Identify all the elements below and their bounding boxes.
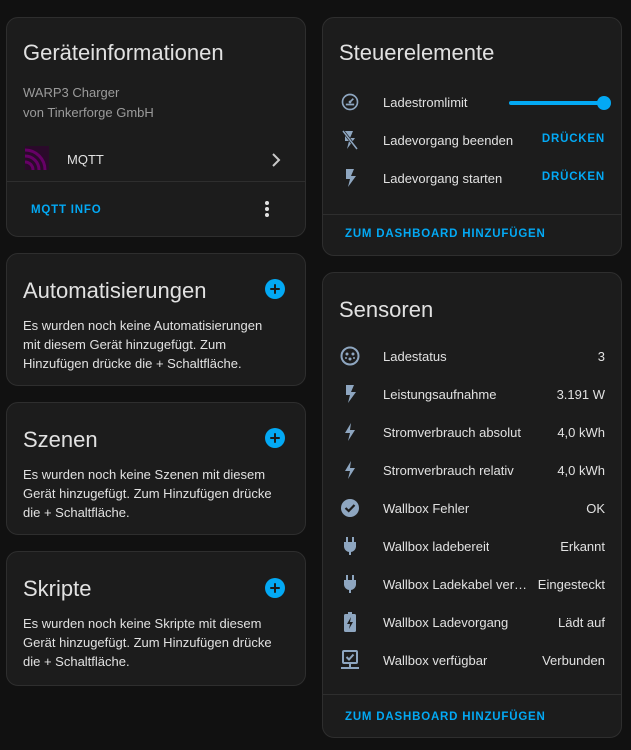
- sensor-value: 4,0 kWh: [557, 424, 605, 440]
- controls-title: Steuerelemente: [339, 40, 495, 65]
- power-plug-icon: [339, 535, 361, 557]
- sensor-label: Stromverbrauch absolut: [383, 424, 522, 440]
- integration-label: MQTT: [67, 152, 104, 167]
- controls-add-to-dashboard-button[interactable]: ZUM DASHBOARD HINZUFÜGEN: [345, 228, 546, 240]
- more-vertical-icon[interactable]: [265, 201, 269, 217]
- lightning-bolt-icon: [339, 459, 361, 481]
- sensor-value: 3: [597, 348, 605, 364]
- mqtt-logo-icon: [25, 146, 49, 170]
- flash-icon: [339, 383, 361, 405]
- scenes-title: Szenen: [23, 427, 98, 452]
- sensor-value: 4,0 kWh: [557, 462, 605, 478]
- sensor-value: Lädt auf: [558, 614, 605, 630]
- add-automation-button[interactable]: [265, 279, 285, 299]
- sensor-value: Erkannt: [560, 538, 605, 554]
- sensors-title: Sensoren: [339, 297, 434, 322]
- device-manufacturer: von Tinkerforge GmbH: [23, 105, 154, 120]
- sensor-row[interactable]: [323, 603, 621, 641]
- ladestromlimit-slider[interactable]: [509, 101, 605, 105]
- sensor-label: Wallbox ladebereit: [383, 538, 490, 554]
- automations-card: [6, 253, 306, 386]
- control-row-ladevorgang-starten: [323, 159, 621, 197]
- mqtt-info-button[interactable]: MQTT INFO: [31, 204, 102, 216]
- add-script-button[interactable]: [265, 578, 285, 598]
- integration-row-mqtt[interactable]: [7, 140, 305, 180]
- automations-description: Es wurden noch keine Automatisierungen mit diesem Gerät hinzugefügt. Zum Hinzufügen drücke die + Schaltfläche.: [23, 318, 263, 371]
- ev-plug-icon: [339, 345, 361, 367]
- sensor-row[interactable]: [323, 489, 621, 527]
- sensor-label: Wallbox Ladekabel ver…: [383, 576, 528, 592]
- add-scene-button[interactable]: [265, 428, 285, 448]
- control-label: Ladestromlimit: [383, 94, 468, 110]
- divider: [323, 214, 621, 215]
- sensor-row[interactable]: [323, 527, 621, 565]
- sensor-label: Leistungsaufnahme: [383, 386, 497, 402]
- sensor-value: 3.191 W: [556, 386, 605, 402]
- device-info-title: Geräteinformationen: [23, 40, 224, 65]
- control-row-ladestromlimit: [323, 83, 621, 121]
- divider: [323, 694, 621, 695]
- sensors-add-to-dashboard-button[interactable]: ZUM DASHBOARD HINZUFÜGEN: [345, 711, 546, 723]
- slider-handle[interactable]: [597, 96, 611, 110]
- stop-charging-button[interactable]: DRÜCKEN: [541, 133, 605, 145]
- scripts-description: Es wurden noch keine Skripte mit diesem Gerät hinzugefügt. Zum Hinzufügen drücke die + Schaltfläche.: [23, 616, 272, 669]
- controls-card: [322, 17, 622, 256]
- check-circle-icon: [339, 497, 361, 519]
- scenes-description: Es wurden noch keine Szenen mit diesem Gerät hinzugefügt. Zum Hinzufügen drücke die + Schaltfläche.: [23, 467, 272, 520]
- sensor-value: Eingesteckt: [537, 576, 605, 592]
- sensor-value: OK: [586, 500, 605, 516]
- control-label: Ladevorgang beenden: [383, 132, 514, 148]
- battery-charging-icon: [339, 611, 361, 633]
- scripts-card: [6, 551, 306, 686]
- sensor-row[interactable]: [323, 413, 621, 451]
- sensor-row[interactable]: [323, 337, 621, 375]
- sensor-label: Wallbox verfügbar: [383, 652, 488, 668]
- sensor-label: Ladestatus: [383, 348, 447, 364]
- monitor-check-icon: [339, 649, 361, 671]
- gauge-icon: [339, 91, 361, 113]
- scenes-card: [6, 402, 306, 535]
- flash-icon: [339, 167, 361, 189]
- power-plug-icon: [339, 573, 361, 595]
- automations-title: Automatisierungen: [23, 278, 207, 303]
- scripts-title: Skripte: [23, 576, 92, 601]
- sensors-card: [322, 272, 622, 738]
- sensor-label: Wallbox Fehler: [383, 500, 470, 516]
- flash-off-icon: [339, 129, 361, 151]
- chevron-right-icon: [271, 152, 281, 168]
- lightning-bolt-icon: [339, 421, 361, 443]
- sensor-row[interactable]: [323, 451, 621, 489]
- device-info-card: [6, 17, 306, 237]
- start-charging-button[interactable]: DRÜCKEN: [541, 171, 605, 183]
- divider: [7, 181, 305, 182]
- sensor-label: Wallbox Ladevorgang: [383, 614, 509, 630]
- sensor-row[interactable]: [323, 641, 621, 679]
- sensor-row[interactable]: [323, 375, 621, 413]
- sensor-value: Verbunden: [542, 652, 605, 668]
- control-row-ladevorgang-beenden: [323, 121, 621, 159]
- device-model: WARP3 Charger: [23, 85, 120, 100]
- control-label: Ladevorgang starten: [383, 170, 503, 186]
- sensor-label: Stromverbrauch relativ: [383, 462, 514, 478]
- sensor-row[interactable]: [323, 565, 621, 603]
